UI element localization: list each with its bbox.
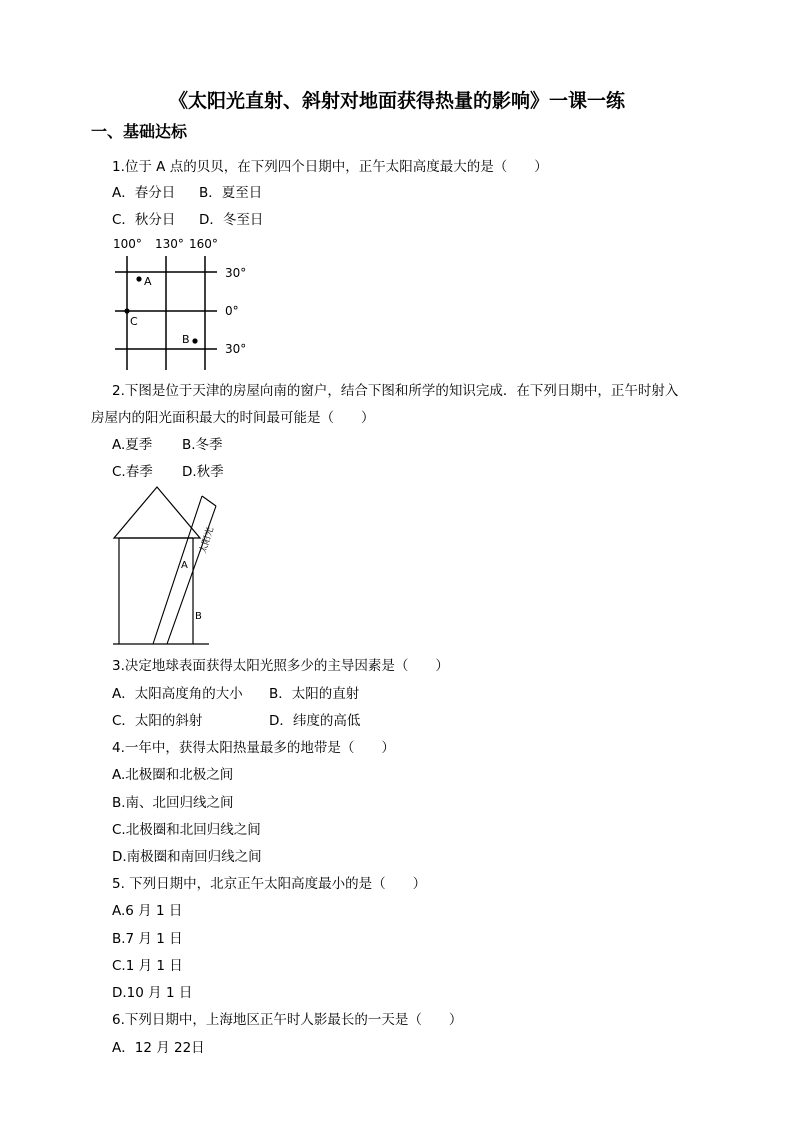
question-2-stem-line-2: 房屋内的阳光面积最大的时间最可能是（ ） bbox=[91, 410, 375, 426]
sunlight-label: 太阳光 bbox=[198, 526, 217, 555]
lat-lon-grid-figure bbox=[105, 232, 265, 374]
question-1-option-c[interactable]: C．秋分日 bbox=[112, 212, 176, 228]
question-5-stem: 5. 下列日期中，北京正午太阳高度最小的是（ ） bbox=[112, 876, 427, 892]
window-label-b: B bbox=[195, 611, 202, 622]
question-3-stem: 3.决定地球表面获得太阳光照多少的主导因素是（ ） bbox=[112, 658, 449, 674]
question-1-stem: 1.位于 A 点的贝贝，在下列四个日期中，正午太阳高度最大的是（ ） bbox=[112, 159, 548, 175]
question-2-stem-line-1: 2.下图是位于天津的房屋向南的窗户，结合下图和所学的知识完成．在下列日期中，正午时射入 bbox=[112, 383, 679, 399]
house-roof bbox=[114, 487, 200, 538]
sunlight-ray-end bbox=[202, 496, 216, 506]
window-label-a: A bbox=[181, 560, 188, 571]
point-c-label: C bbox=[130, 315, 138, 328]
question-5-option-c[interactable]: C.1 月 1 日 bbox=[112, 958, 183, 974]
question-3-option-c[interactable]: C．太阳的斜射 bbox=[112, 713, 203, 729]
point-c-marker bbox=[124, 308, 129, 313]
house-window-figure bbox=[105, 484, 245, 648]
question-4-option-d[interactable]: D.南极圈和南回归线之间 bbox=[112, 849, 262, 865]
lat-label-30-north: 30° bbox=[225, 266, 247, 280]
lat-label-0: 0° bbox=[225, 304, 239, 318]
lon-label-130: 130° bbox=[155, 237, 184, 251]
question-1-option-a[interactable]: A．春分日 bbox=[112, 185, 176, 201]
lon-label-100: 100° bbox=[113, 237, 142, 251]
section-heading: 一、基础达标 bbox=[91, 122, 188, 141]
question-6-stem: 6.下列日期中，上海地区正午时人影最长的一天是（ ） bbox=[112, 1012, 463, 1028]
question-4-stem: 4.一年中，获得太阳热量最多的地带是（ ） bbox=[112, 740, 395, 756]
question-4-option-a[interactable]: A.北极圈和北极之间 bbox=[112, 767, 234, 783]
question-2-option-a[interactable]: A.夏季 bbox=[112, 437, 153, 453]
question-3-option-d[interactable]: D．纬度的高低 bbox=[269, 713, 361, 729]
question-5-option-b[interactable]: B.7 月 1 日 bbox=[112, 931, 183, 947]
question-2-option-d[interactable]: D.秋季 bbox=[182, 464, 224, 480]
lon-label-160: 160° bbox=[189, 237, 218, 251]
question-4-option-b[interactable]: B.南、北回归线之间 bbox=[112, 795, 234, 811]
question-6-option-a[interactable]: A．12 月 22日 bbox=[112, 1040, 205, 1056]
point-b-label: B bbox=[182, 333, 190, 346]
question-1-option-b[interactable]: B．夏至日 bbox=[199, 185, 263, 201]
question-5-option-d[interactable]: D.10 月 1 日 bbox=[112, 985, 193, 1001]
point-b-marker bbox=[192, 338, 197, 343]
point-a-marker bbox=[136, 276, 141, 281]
lat-label-30-south: 30° bbox=[225, 342, 247, 356]
page-title: 《太阳光直射、斜射对地面获得热量的影响》一课一练 bbox=[168, 90, 625, 112]
question-1-option-d[interactable]: D．冬至日 bbox=[199, 212, 264, 228]
question-2-option-b[interactable]: B.冬季 bbox=[182, 437, 223, 453]
question-5-option-a[interactable]: A.6 月 1 日 bbox=[112, 903, 183, 919]
question-4-option-c[interactable]: C.北极圈和北回归线之间 bbox=[112, 822, 261, 838]
point-a-label: A bbox=[144, 275, 152, 288]
question-3-option-a[interactable]: A．太阳高度角的大小 bbox=[112, 686, 243, 702]
question-3-option-b[interactable]: B．太阳的直射 bbox=[269, 686, 360, 702]
question-2-option-c[interactable]: C.春季 bbox=[112, 464, 153, 480]
